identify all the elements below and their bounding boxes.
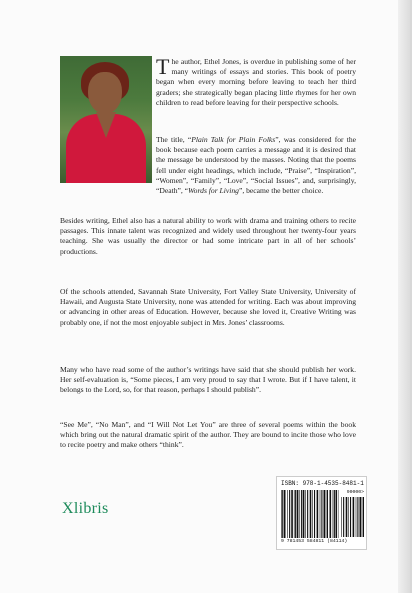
bar: [324, 490, 326, 538]
barcode-digits: 9 781453 584811: [281, 539, 325, 544]
bar: [314, 490, 315, 538]
bar: [287, 490, 288, 538]
bar: [312, 490, 313, 538]
paragraph-publish: Many who have read some of the author’s writings have said that she should publish her work. Her self-evaluation is, “Some pieces, I am very proud to say that I wrote. But if I have talent, it belongs to the Lord, so, for that reason, perhaps I should publish”.: [60, 365, 356, 395]
bar: [330, 490, 332, 538]
bar: [294, 490, 295, 538]
words-for-living-italic: Words for Living: [188, 186, 239, 196]
barcode-check: (84114): [327, 539, 348, 544]
bar: [356, 497, 357, 537]
bar: [301, 490, 302, 538]
price-code: 90000>: [346, 490, 364, 495]
publisher-logo: Xlibris: [62, 500, 109, 517]
bar: [346, 497, 348, 537]
bar: [284, 490, 286, 538]
bar: [321, 490, 322, 538]
bar: [310, 490, 312, 538]
barcode-number: [281, 539, 365, 544]
author-photo: [60, 56, 152, 183]
bar: [299, 490, 300, 538]
barcode-bars: [281, 490, 339, 538]
bar: [282, 490, 283, 538]
barcode: [276, 476, 367, 550]
bar: [289, 490, 290, 538]
book-title-italic: Plain Talk for Plain Folks: [191, 135, 276, 144]
paragraph-intro: [156, 54, 356, 108]
title-text-a: The title, “: [156, 135, 192, 144]
title-text-b: ”, was considered for the book because each poem carries a message and it is desired that the message be understood by the masses. Noting that the poems fell under eight headings, which include, “Praise”, “Inspiration”, “Women”, “Family”, “Love”, “Social Issues”, and, surprisingly, “Death”, “: [156, 135, 356, 196]
bar: [336, 490, 338, 538]
bar: [341, 497, 342, 537]
paragraph-schools: Of the schools attended, Savannah State University, Fort Valley State University, University of Hawaii, and Augusta State University, none was attended for writing. Each was about improving or advancing in other areas of Education. However, because she loved it, Creative Writing was probably one, if not the most enjoyable subject in Mrs. Jones’ classrooms.: [60, 287, 356, 327]
bar: [281, 490, 282, 538]
bar: [297, 490, 299, 538]
bar: [317, 490, 319, 538]
cover-edge: [398, 0, 410, 593]
bar: [353, 497, 355, 537]
paragraph-drama: Besides writing, Ethel also has a natural ability to work with drama and training others to recite passages. This innate talent was recognized and widely used throughout her twenty-four years teaching. She was usually the director or had some intricate part in all of her schools’ productions.: [60, 216, 356, 256]
drop-cap: T: [156, 54, 170, 79]
bar: [360, 497, 362, 537]
bar: [333, 490, 334, 538]
paragraph-intro-text: he author, Ethel Jones, is overdue in publishing some of her many writings of essays and stories. This book of poetry began when every morning before leaving to teach her third graders; she strategically began placing little rhymes for her own children to read before leaving for their perspective schools.: [156, 57, 356, 107]
bar: [327, 490, 328, 538]
bar: [295, 490, 296, 538]
price-bars: [341, 497, 365, 537]
bar: [334, 490, 335, 538]
photo-face: [88, 72, 122, 114]
bar: [350, 497, 351, 537]
paragraph-poems: “See Me”, “No Man”, and “I Will Not Let You” are three of several poems within the book which bring out the natural dramatic spirit of the author. They are bound to incite those who love to recite poetry and make others “think”.: [60, 420, 356, 450]
title-text-c: ”, became the better choice.: [238, 186, 324, 196]
bar: [357, 497, 358, 537]
paragraph-title: [156, 135, 356, 196]
bar: [303, 490, 305, 538]
bar: [326, 490, 327, 538]
bar: [320, 490, 321, 538]
bar: [362, 497, 363, 537]
bar: [343, 497, 344, 537]
bar: [363, 497, 364, 537]
bar: [305, 490, 306, 538]
bar: [291, 490, 293, 538]
bar: [307, 490, 308, 538]
isbn-text: ISBN: 978-1-4535-8481-1: [281, 480, 364, 487]
bar: [348, 497, 349, 537]
